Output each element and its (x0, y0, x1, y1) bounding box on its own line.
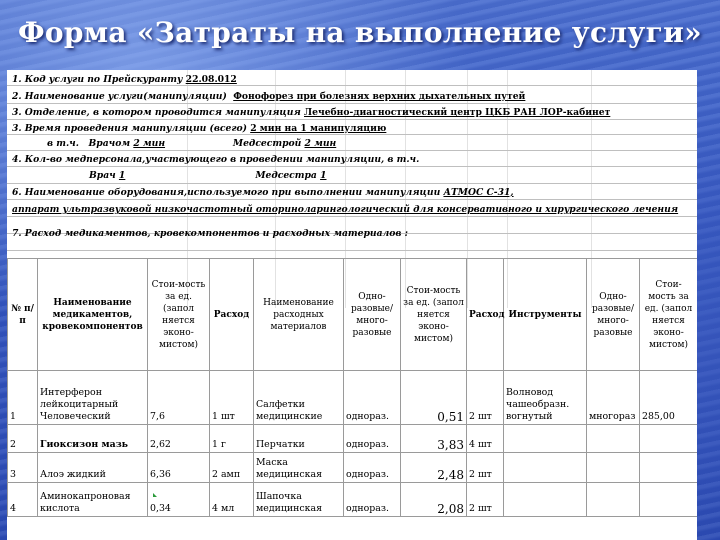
service-code-line (12, 73, 237, 86)
cell-usage: 4 мл (210, 483, 254, 517)
duration-value: 2 мин на 1 манипуляцию (250, 123, 387, 134)
cell-usage: 1 г (210, 425, 254, 453)
equipment-value: АТМОС С-31, (443, 187, 514, 198)
table-header-row (8, 259, 698, 371)
service-name-line (12, 90, 525, 103)
cell-usage2: 2 шт (467, 483, 504, 517)
service-code-value: 22.08.012 (185, 74, 237, 85)
duration-doctor-label: Врачом (88, 138, 131, 149)
cell-tool (504, 425, 587, 453)
cell-tool-cost: 285,00 (640, 371, 698, 425)
col-header-tools: Инструменты (504, 259, 587, 371)
cell-tool-type: многораз (587, 371, 640, 425)
duration-line (12, 122, 386, 135)
cell-tool-cost (640, 425, 698, 453)
cell-single: однораз. (344, 371, 401, 425)
table-row (8, 483, 698, 517)
table-row (8, 371, 698, 425)
cell-cost: 7,6 (148, 371, 210, 425)
table-row (8, 453, 698, 483)
col-header-num: № п/п (8, 259, 38, 371)
col-header-single-use2: Одно-разовые/ много-разовые (587, 259, 640, 371)
spreadsheet (7, 70, 697, 540)
service-name-label: 2. Наименование услуги(манипуляции) (12, 91, 227, 102)
duration-doctor-value: 2 мин (133, 138, 166, 149)
equipment-line (12, 186, 514, 199)
costs-table (7, 258, 697, 517)
cell-tool (504, 483, 587, 517)
department-value: Лечебно-диагностический центр ЦКБ РАН ЛОР-кабинет (304, 107, 611, 118)
cell-num: 1 (8, 371, 38, 425)
staff-breakdown-line (89, 169, 450, 182)
cell-usage2: 4 шт (467, 425, 504, 453)
cell-cost: 0,34 (148, 483, 210, 517)
materials-heading-line (12, 227, 408, 240)
grid-row (7, 103, 697, 104)
cell-num: 3 (8, 453, 38, 483)
cell-single: однораз. (344, 425, 401, 453)
cell-cost2: 2,08 (401, 483, 467, 517)
cell-tool: Волновод чашеобразн. вогнутый (504, 371, 587, 425)
col-header-cost3: Стои-мость за ед. (запол няется эконо-мистом) (640, 259, 698, 371)
cell-usage: 1 шт (210, 371, 254, 425)
equipment-desc-line (12, 203, 678, 216)
cell-cost2: 2,48 (401, 453, 467, 483)
service-name-value: Фонофорез при болезнях верхних дыхательных путей (233, 91, 526, 102)
department-label: 3. Отделение, в котором проводится манипуляция (12, 107, 301, 118)
cell-tool-cost (640, 483, 698, 517)
equipment-desc: аппарат ультразвуковой низкочастотный оториноларингологический для консервативного и хирургического лечения (12, 204, 679, 215)
col-header-material-name: Наименование расходных материалов (254, 259, 344, 371)
department-line (12, 106, 610, 119)
cell-usage2: 2 шт (467, 371, 504, 425)
cell-cost2: 0,51 (401, 371, 467, 425)
staff-nurse-label: Медсестра (255, 170, 317, 181)
staff-count-label: 4. Кол-во медперсонала,участвующего в проведении манипуляции, в т.ч. (12, 154, 420, 165)
col-header-med-name: Наименование медикаментов, кровекомпонентов (38, 259, 148, 371)
cell-material: Шапочка медицинская (254, 483, 344, 517)
cell-material: Перчатки (254, 425, 344, 453)
cell-tool-type (587, 483, 640, 517)
col-header-usage: Расход (210, 259, 254, 371)
cell-cost: 2,62 (148, 425, 210, 453)
cell-material: Маска медицинская (254, 453, 344, 483)
equipment-label: 6. Наименование оборудования,используемого при выполнении манипуляции (12, 187, 441, 198)
cell-tool-cost (640, 453, 698, 483)
cell-single: однораз. (344, 453, 401, 483)
cell-med: Алоэ жидкий (38, 453, 148, 483)
duration-nurse-label: Медсестрой (232, 138, 302, 149)
duration-nurse-value: 2 мин (304, 138, 337, 149)
cell-usage2: 2 шт (467, 453, 504, 483)
grid-row (7, 150, 697, 151)
table-row (8, 425, 698, 453)
slide-title: Форма «Затраты на выполнение услуги» (18, 16, 702, 49)
cell-med: Аминокапроновая кислота (38, 483, 148, 517)
grid-row (7, 166, 697, 167)
grid-row (7, 216, 697, 217)
staff-nurse-value: 1 (320, 170, 327, 181)
grid-row (7, 119, 697, 120)
grid-row (7, 199, 697, 200)
staff-doctor-value: 1 (118, 170, 126, 181)
staff-count-line (12, 153, 419, 166)
cell-comment-marker (153, 493, 157, 497)
duration-breakdown-line (47, 137, 405, 150)
cell-num: 2 (8, 425, 38, 453)
cell-usage: 2 амп (210, 453, 254, 483)
materials-heading: 7. Расход медикаментов, кровекомпонентов и расходных материалов : (12, 228, 409, 239)
cell-med: Интерферон лейкоцитарный Человеческий (38, 371, 148, 425)
staff-doctor-label: Врач (89, 170, 116, 181)
col-header-cost: Стои-мость за ед. (запол няется эконо-мистом) (148, 259, 210, 371)
cell-med: Гиоксизон мазь (38, 425, 148, 453)
cell-single: однораз. (344, 483, 401, 517)
cell-cost2: 3,83 (401, 425, 467, 453)
grid-row (7, 183, 697, 184)
grid-row (7, 250, 697, 251)
cell-tool (504, 453, 587, 483)
cell-material: Салфетки медицинские (254, 371, 344, 425)
cell-num: 4 (8, 483, 38, 517)
col-header-cost2: Стои-мость за ед. (запол няется эконо-мистом) (401, 259, 467, 371)
col-header-single-use: Одно-разовые/ много-разовые (344, 259, 401, 371)
col-header-usage2: Расход (467, 259, 504, 371)
service-code-label: 1. Код услуги по Прейскуранту (12, 74, 183, 85)
duration-label: 3. Время проведения манипуляции (всего) (12, 123, 247, 134)
cell-tool-type (587, 453, 640, 483)
cell-cost: 6,36 (148, 453, 210, 483)
duration-prefix: в т.ч. (47, 138, 79, 149)
cell-tool-type (587, 425, 640, 453)
